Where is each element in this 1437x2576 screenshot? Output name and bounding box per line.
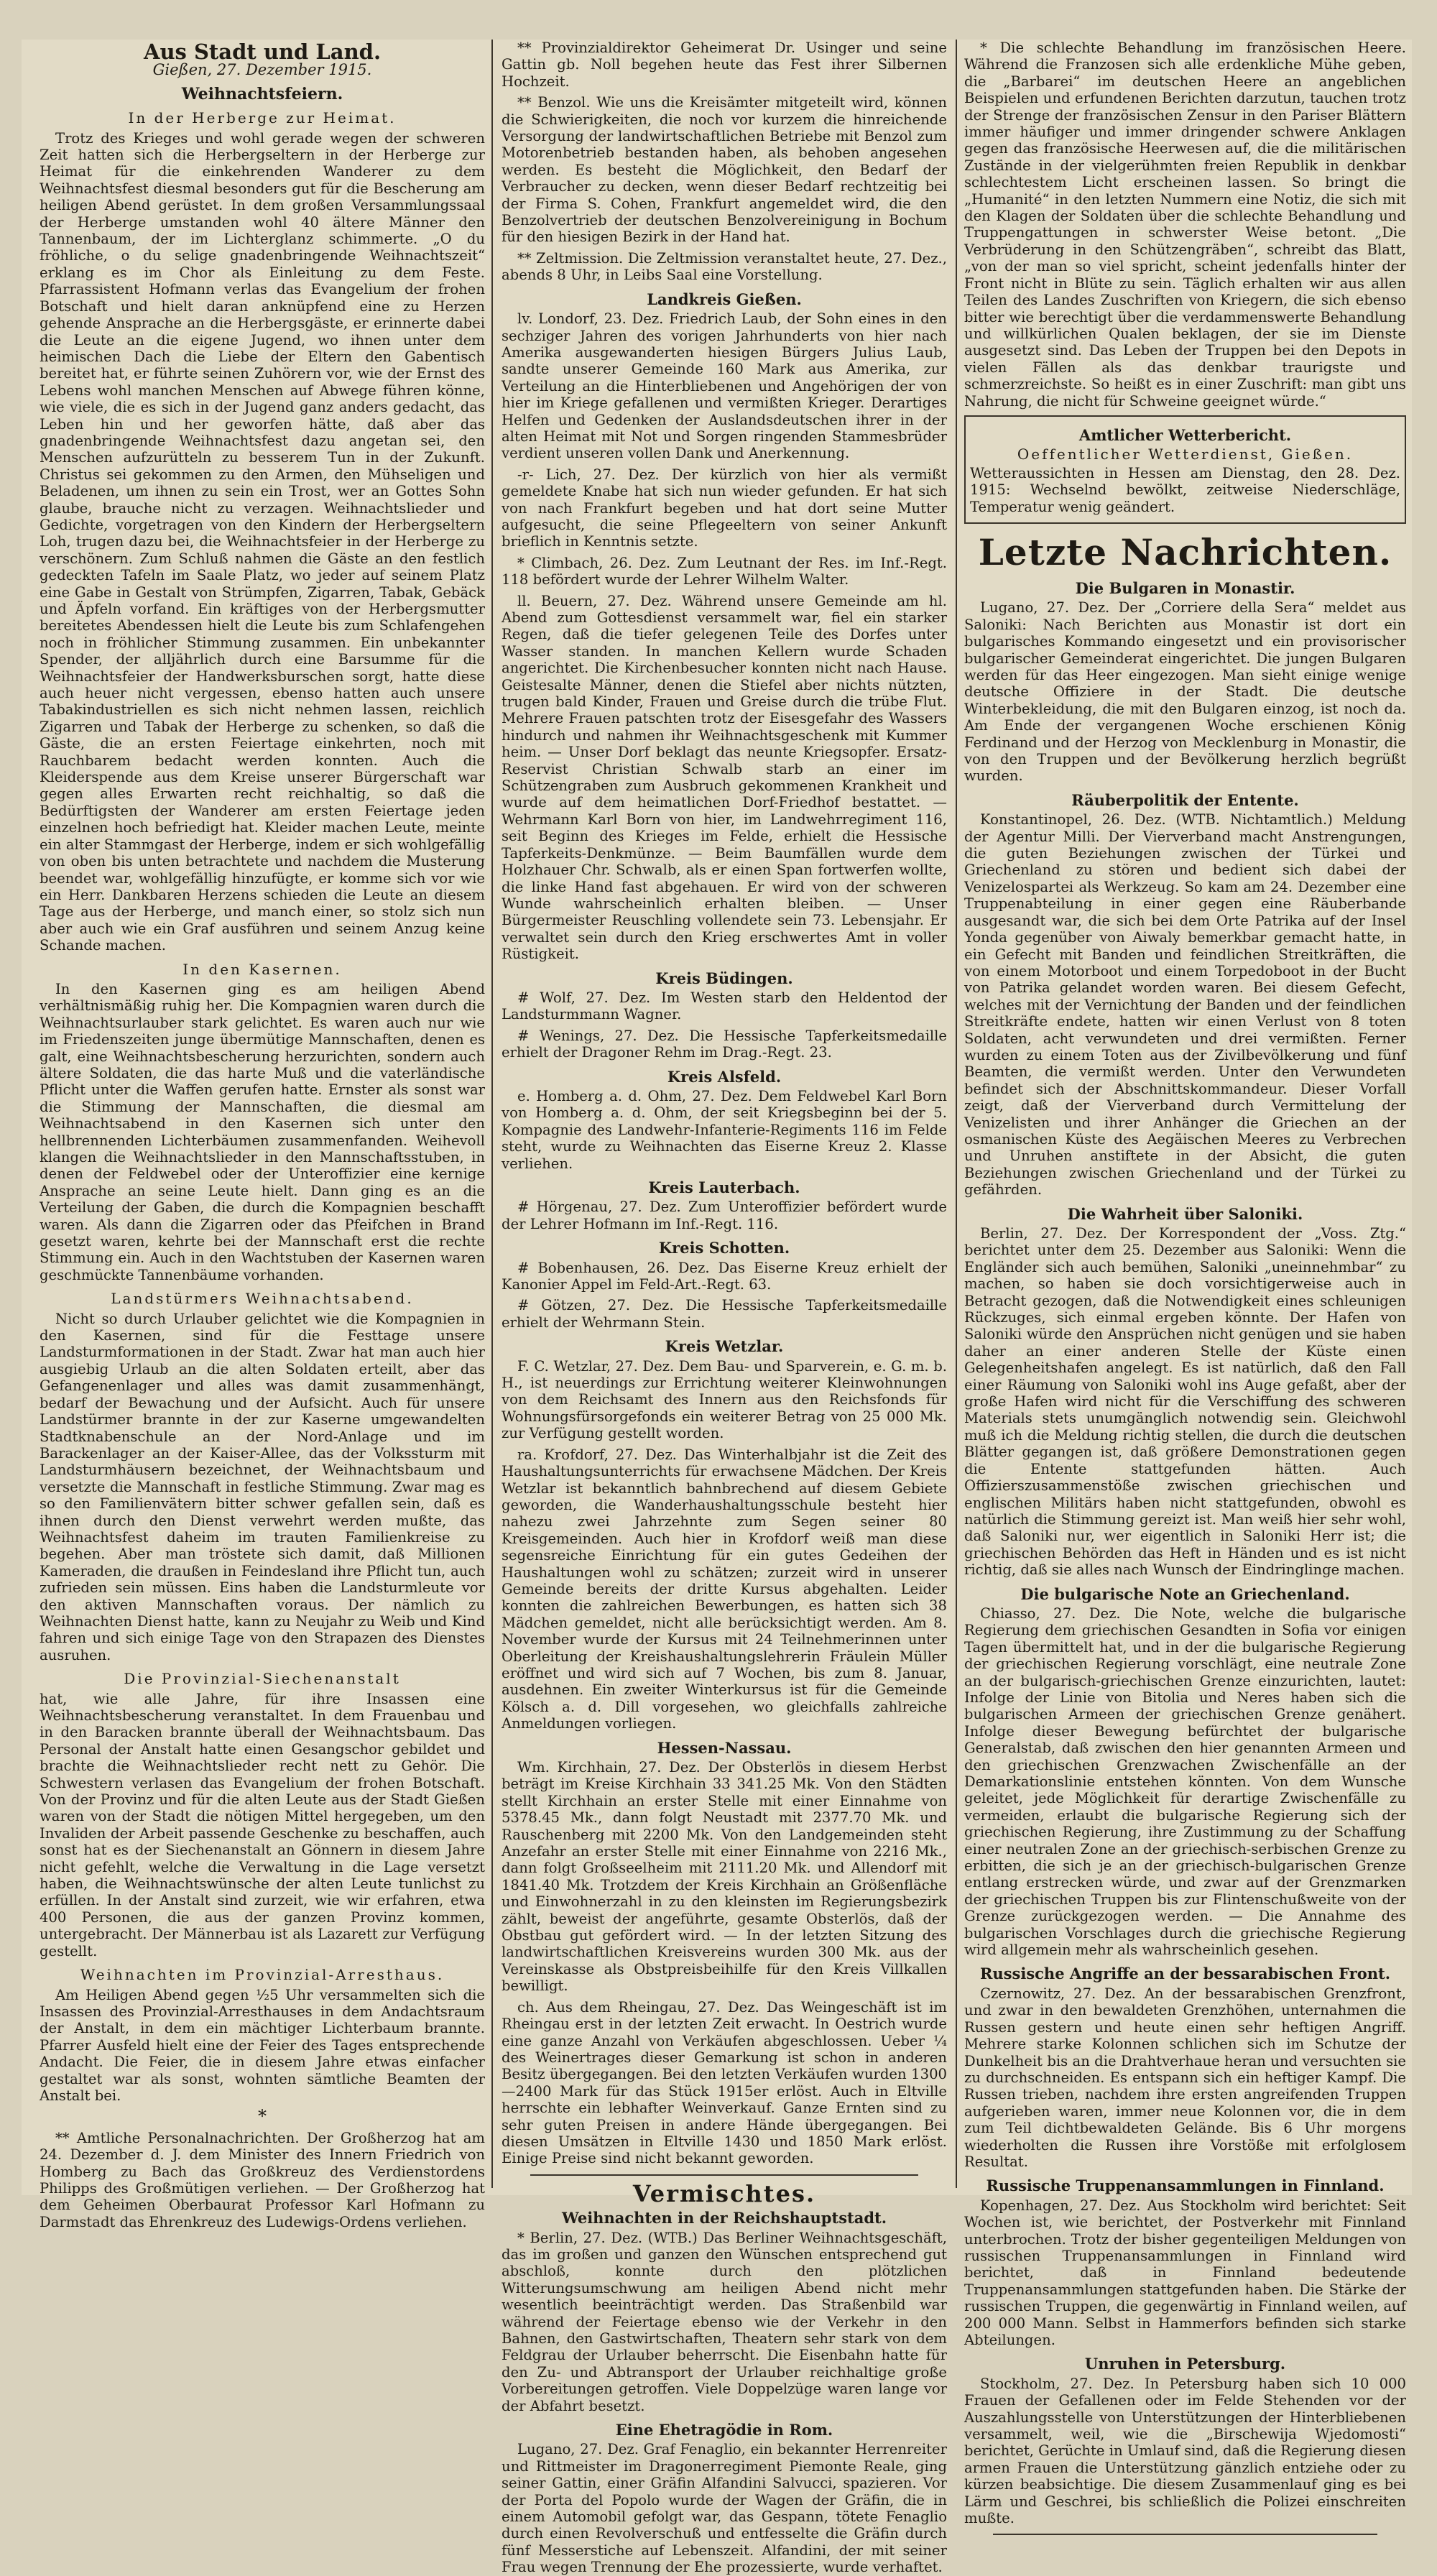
article-subheading: In den Kasernen.	[182, 960, 342, 978]
article-paragraph: Lugano, 27. Dez. Der „Corriere della Sera“ meldet aus Saloniki: Nach Berichten aus Monastir ist dort ein bulgarisches Kommando eingesetzt und ein provisorischer bulgarischer Gemeinderat eingerichtet. Die jungen Bulgaren werden für das Heer eingezogen. Man sieht einige wenige deutsche Offiziere in der Stadt. Die deutsche Winterbekleidung, die mit den Bulgaren einzog, ist noch da. Am Ende der vergangenen Woche erschienen König Ferdinand und der Herzog von Mecklenburg in Monastir, die von den Truppen und der Bevölkerung herzlich begrüßt wurden.	[964, 599, 1406, 785]
article-paragraph: Czernowitz, 27. Dez. An der bessarabischen Grenzfront, und zwar in den bewaldeten Grenzhöhen, unternahmen die Russen gestern und heute einen sehr heftigen Angriff. Mehrere starke Kolonnen schlichen sich im Schutze der Dunkelheit bis an die Drahtverhaue heran und versuchten sie zu durchschneiden. Es entspann sich ein heftiger Kampf. Die Russen trieben, nachdem ihre ersten angreifenden Truppen aufgerieben waren, immer neue Kolonnen vor, die in dem zum Teil dichtbewaldeten Gelände. Bis 6 Uhr morgens wiederholten die Russen ihre Vorstöße mit erfolglosem Resultat.	[964, 1985, 1406, 2170]
article-paragraph: Nicht so durch Urlauber gelichtet wie die Kompagnien in den Kasernen, sind für die Festtage unsere Landsturmformationen in der Stadt. Zwar hat man auch hier ausgiebig Urlaub an die alten Soldaten erteilt, aber das Gefangenenlager und alles was damit zusammenhängt, bedarf der Bewachung und der Aufsicht. Auch für unsere Landstürmer brannte in der zur Kaserne umgewandelten Stadtknabenschule an der Nord-Anlage und im Barackenlager an der Kaiser-Allee, das der Volkssturm mit Landsturmhäusern bezeichnet, der Weihnachtsbaum und versetzte die Mannschaft in festliche Stimmung. Zwar mag es so den Familienvätern bitter schwer gefallen sein, daß es ihnen durch den Dienst verwehrt werden mußte, das Weihnachtsfest daheim im trauten Familienkreise zu begehen. Aber man tröstete sich damit, daß Millionen Kameraden, die draußen in Feindesland ihre Pflicht tun, auch zufrieden sein müssen. Eins haben die Landsturmleute vor den aktiven Mannschaften voraus. Der nämlich zu Weihnachten Dienst hatte, kann zu Neujahr zu Weib und Kind fahren und sich einige Tage von den Strapazen des Dienstes ausruhen.	[40, 1310, 485, 1663]
article-heading: Die Wahrheit über Saloniki.	[1067, 1204, 1303, 1223]
article-paragraph: # Hörgenau, 27. Dez. Zum Unteroffizier befördert wurde der Lehrer Hofmann im Inf.-Regt. 116.	[502, 1199, 947, 1232]
article-paragraph: Chiasso, 27. Dez. Die Note, welche die bulgarische Regierung dem griechischen Gesandten in Sofia vor einigen Tagen übermittelt hat, und in der die bulgarische Regierung der griechischen Regierung vorschlägt, eine neutrale Zone an der bulgarisch-griechischen Grenze einzurichten, lautet: Infolge der Linie von Bitolia und Neres haben sich die bulgarischen Armeen der griechischen Grenze genähert. Infolge dieser Bewegung befürchtet der bulgarische Generalstab, daß zwischen den hier genannten Armeen und den griechischen Grenzwachen Zwischenfälle an der Demarkationslinie entstehen könnten. Von dem Wunsche geleitet, jede Möglichkeit für derartige Zwischenfälle zu vermeiden, erlaubt die bulgarische Regierung sich der griechischen Regierung, ihre Zustimmung zu der Schaffung einer neutralen Zone an der griechisch-serbischen Grenze zu erbitten, die sich je an der griechisch-bulgarischen Grenze entlang erstrecken würde, und zwar auf der Grenzmarken der griechischen Truppen bis zur Flintenschußweite von der Grenze zurückgezogen werden. — Die Annahme des bulgarischen Vorschlages durch die griechische Regierung wird allgemein mehr als wahrscheinlich gesehen.	[964, 1605, 1406, 1959]
article-paragraph: * Die schlechte Behandlung im französischen Heere. Während die Franzosen sich alle erdenkliche Mühe geben, die „Barbarei“ im deutschen Heere an angeblichen Beispielen und erfundenen Berichten darzutun, tauchen trotz der Strenge der französischen Zensur in den Pariser Blättern immer häufiger und immer dringender schwere Anklagen gegen das französische Heerwesen auf, die die militärischen Zustände in der vielgerühmten freien Republik in denkbar schlechtestem Licht erscheinen lassen. So bringt die „Humanité“ in den letzten Nummern eine Notiz, die sich mit den Klagen der Soldaten über die schlechte Behandlung und Truppengattungen in schwerster Weise betont. „Die Verbrüderung in den Schützengräben“, schreibt das Blatt, „von der man so viel spricht, scheint jedenfalls hinter der Front nicht in Blüte zu sein. Täglich erhalten wir aus allen Teilen des Landes Zuschriften von Kriegern, die sich ebenso bitter wie berechtigt über die verdammenswerte Behandlung und willkürlichen Qualen beklagen, der sie im Dienste ausgesetzt sind. Das Leben der Truppen bei den Depots in vielen Fällen als das denkbar traurigste und schmerzreichste. So heißt es in einer Zuschrift: man gibt uns Nahrung, die nicht für Schweine geeignet würde.“	[964, 40, 1406, 410]
article-heading: Russische Angriffe an der bessarabischen Front.	[979, 1965, 1391, 1983]
article-paragraph: Berlin, 27. Dez. Der Korrespondent der „Voss. Ztg.“ berichtet unter dem 25. Dezember aus Saloniki: Wenn die Engländer sich auch bemühen, Saloniki „uneinnehmbar“ zu machen, so haben sie doch vorsichtigerweise auch in Betracht gezogen, daß die Notwendigkeit eines schleunigen Rückzuges, sich einmal ergeben könnte. Der Hafen von Saloniki würde den Ansprüchen nicht genügen und sie haben daher an einer anderen Stelle der Küste einen Gelegenheitshafen angelegt. Es ist natürlich, daß den Fall einer Räumung von Saloniki wohl ins Auge gefaßt, aber der große Hafen wird nicht für die Verschiffung des schweren Materials stets unumgänglich notwendig sein. Gleichwohl muß ich die Meldung richtig stellen, die durch die deutschen Blätter gegangen ist, daß größere Demonstrationen gegen die Entente stattgefunden hätten. Auch Offizierszusammenstöße zwischen griechischen und englischen Militärs haben nicht stattgefunden, obwohl es natürlich die Stimmung gereizt ist. Man weiß hier sehr wohl, daß Saloniki nur, wer eigentlich in Saloniki Herr ist; die griechischen Behörden das Heft in Händen und es ist nicht richtig, daß sie alles nach Wunsch der Eindringlinge machen.	[964, 1225, 1406, 1579]
article-paragraph: hat, wie alle Jahre, für ihre Insassen eine Weihnachtsbescherung veranstaltet. In dem Frauenbau und in den Baracken brannte überall der Weihnachtsbaum. Das Personal der Anstalt hatte einen Gesangschor gebildet und brachte die Weihnachtslieder recht nett zu Gehör. Die Schwestern verlasen das Evangelium der frohen Botschaft. Von der Provinz und für die alten Leute aus der Stadt Gießen waren von der Stadt die nötigen Mittel hergegeben, um den Invaliden der Arbeit passende Geschenke zu beschaffen, auch sonst hat es der Siechenanstalt an Gönnern in diesem Jahre nicht gefehlt, welche die Verwaltung in die Lage versetzt haben, die Weihnachtswünsche der alten Leute tunlichst zu erfüllen. In der Anstalt sind zurzeit, wie wir erfahren, etwa 400 Personen, die aus der ganzen Provinz kommen, untergebracht. Der Männerbau ist als Lazarett zur Verfügung gestellt.	[40, 1690, 485, 1959]
weather-title: Amtlicher Wetterbericht.	[1078, 425, 1292, 444]
article-paragraph: ** Zeltmission. Die Zeltmission veranstaltet heute, 27. Dez., abends 8 Uhr, in Leibs Saal eine Vorstellung.	[502, 249, 947, 284]
article-paragraph: ** Provinzialdirektor Geheimerat Dr. Usinger und seine Gattin gb. Noll begehen heute das Fest ihrer Silbernen Hochzeit.	[502, 40, 947, 90]
column-rule	[956, 40, 957, 2188]
article-paragraph: Trotz des Krieges und wohl gerade wegen der schweren Zeit hatten sich die Herbergseltern in der Herberge zur Heimat für die einkehrenden Wanderer zu dem Weihnachtsfest diesmal besonders gut für die Bescherung am heiligen Abend gerüstet. In dem großen Versammlungssaal der Herberge umstanden wohl 40 ältere Männer den Tannenbaum, der im Lichterglanz schimmerte. „O du fröhliche, o du selige gnadenbringende Weihnachtszeit“ erklang es im Chor als Einleitung zu dem Feste. Pfarrassistent Hofmann verlas das Evangelium der frohen Botschaft und hielt daran anknüpfend eine zu Herzen gehende Ansprache an die Herbergsgäste, er erinnerte dabei die Leute an die eigene Jugend, wo ihnen unter dem heimischen Dach die Liebe der Eltern den Gabentisch bereitet hat, er führte seinen Zuhörern vor, wie der Ernst des Lebens wohl manchen Menschen auf Abwege führen könne, wie viele, die es sich in der Jugend ganz anders gedacht, das Leben hin und her geworfen hätte, daß aber das gnadenbringende Weihnachtsfest dazu angetan sei, den Menschen aufzurütteln zu besserem Tun in der Zukunft. Christus sei gekommen zu den Armen, den Mühseligen und Beladenen, um ihnen zu sein ein Trost, wer an Gottes Sohn glaube, brauche nicht zu verzagen. Weihnachtslieder und Gedichte, vorgetragen von den Kindern der Herbergseltern Loh, trugen dazu bei, die Weihnachtsfeier in der Herberge zu verschönern. Zum Schluß nahmen die Gäste an den festlich gedeckten Tafeln im Saale Platz, wo jeder auf seinem Platz eine Gabe in Gestalt von Strümpfen, Zigarren, Tabak, Gebäck und Äpfeln vorfand. Ein kräftiges von der Herbergsmutter bereitetes Abendessen hielt die Leute bis zum Schlafengehen noch in fröhlicher Stimmung zusammen. Ein unbekannter Spender, der alljährlich durch eine Barsumme für die Weihnachtsfeier der Handwerksburschen sorgt, hatte diese auch heuer nicht vergessen, ebenso hatten auch unsere Tabakindustriellen es sich nicht nehmen lassen, reichlich Zigarren und Tabak der Herberge zu schenken, so daß die Gäste, die an ersten Feiertage einkehrten, noch mit Rauchbarem bedacht werden konnten. Auch die Kleiderspende aus dem Kreise unserer Bürgerschaft war gegen alles Erwarten recht reichhaltig, so daß die Bedürftigsten der Wanderer am ersten Feiertage jeden einzelnen hoch befriedigt hat. Kleider machen Leute, meinte ein alter Stammgast der Herberge, indem er sich wohlgefällig von oben bis unten betrachtete und nachdem die Musterung beendet war, wohlgefällig hinzufügte, er komme sich vor wie ein Herr. Dankbaren Herzens schieden die Leute an diesem Tage aus der Herberge, und manch einer, so stolz sich nun aber auch wie ein Graf ausführen und seinem Anzug keine Schande machen.	[40, 129, 485, 954]
latest-news-title: Letzte Nachrichten.	[978, 530, 1392, 573]
article-paragraph: -r- Lich, 27. Dez. Der kürzlich von hier als vermißt gemeldete Knabe hat sich nun wieder gefunden. Er hat sich von nach Frankfurt begeben und hat dort seine Mutter aufgesucht, die seine Pflegeeltern von seiner Ankunft brieflich in Kenntnis setzte.	[502, 466, 947, 550]
region-heading: Hessen-Nassau.	[657, 1738, 792, 1757]
article-heading: Die bulgarische Note an Griechenland.	[1020, 1584, 1350, 1603]
article-paragraph: Lugano, 27. Dez. Graf Fenaglio, ein bekannter Herrenreiter und Rittmeister im Dragonerregiment Piemonte Reale, ging seiner Gattin, einer Gräfin Alfandini Salvucci, spazieren. Vor der Porta del Popolo wurde der Wagen der Gräfin, die in einem Automobil gefolgt war, das Gespann, tötete Fenaglio durch einen Revolverschuß und entfesselte die Gräfin durch fünf Messerstiche auf Lebenszeit. Alfandini, der mit seiner Frau wegen Trennung der Ehe prozessierte, wurde verhaftet.	[502, 2441, 947, 2576]
article-subheading: Landstürmers Weihnachtsabend.	[111, 1290, 414, 1308]
article-paragraph: ** Benzol. Wie uns die Kreisämter mitgeteilt wird, können die Schwierigkeiten, die noch vor kurzem die hinreichende Versorgung der landwirtschaftlichen Betriebe mit Benzol zum Motorenbetrieb bestanden haben, als behoben angesehen werden. Es besteht die Möglichkeit, den Bedarf der Verbraucher zu decken, wenn dieser Bedarf rechtzeitig bei der Firma S. Cohen, Frankfurt angemeldet wird, die den Benzolvertrieb der deutschen Benzolvereinigung in Bochum für den hiesigen Bezirk in der Hand hat.	[502, 94, 947, 246]
article-paragraph: # Bobenhausen, 26. Dez. Das Eiserne Kreuz erhielt der Kanonier Appel im Feld-Art.-Regt. 63.	[502, 1259, 947, 1293]
article-heading: Weihnachtsfeiern.	[181, 84, 343, 103]
article-paragraph: ra. Krofdorf, 27. Dez. Das Winterhalbjahr ist die Zeit des Haushaltungsunterrichts für erwachsene Mädchen. Der Kreis Wetzlar ist bekanntlich bahnbrechend auf diesem Gebiete geworden, die Wanderhaushaltungsschule besteht hier nahezu zwei Jahrzehnte zum Segen seiner 80 Kreisgemeinden. Auch hier in Krofdorf weiß man diese segensreiche Einrichtung für ein gutes Gedeihen der Haushaltungen wohl zu schätzen; zurzeit wird in unserer Gemeinde bereits der dritte Kursus abgehalten. Leider konnten die zahlreichen Bewerbungen, es hatten sich 38 Mädchen gemeldet, nicht alle berücksichtigt werden. Am 8. November wurde der Kursus mit 24 Teilnehmerinnen unter Oberleitung der Kreishaushaltungslehrerin Fräulein Müller eröffnet und wird sich auf 7 Wochen, bis zum 8. Januar, ausdehnen. Ein zweiter Winterkursus ist für die Gemeinde Kölsch a. d. Dill vorgesehen, wo gleichfalls zahlreiche Anmeldungen vorliegen.	[502, 1446, 947, 1732]
section-title-vermischtes: Vermischtes.	[632, 2179, 816, 2207]
article-subheading: Die Provinzial-Siechenanstalt	[124, 1670, 401, 1688]
article-paragraph: ch. Aus dem Rheingau, 27. Dez. Das Weingeschäft ist im Rheingau erst in der letzten Zeit erwacht. In Oestrich wurde eine ganze Anzahl von Verkäufen abgeschlossen. Ueber ¼ des Weinertrages dieser Gemarkung ist schon in anderen Besitz übergegangen. Bei den letzten Verkäufen wurden 1300—2400 Mark für das Stück 1915er erlöst. Auch in Eltville herrschte ein lebhafter Weinverkauf. Ganze Ernten sind zu sehr guten Preisen in andere Hände übergegangen. Bei diesen Umsätzen in Eltville 1430 und 1850 Mark erlöst. Einige Preise sind nicht bekannt geworden.	[502, 1998, 947, 2167]
region-heading: Landkreis Gießen.	[647, 290, 802, 308]
newspaper-page	[22, 40, 1412, 2576]
article-heading: Räuberpolitik der Entente.	[1071, 790, 1299, 809]
article-paragraph: lv. Londorf, 23. Dez. Friedrich Laub, der Sohn eines in den sechziger Jahren des vorigen Jahrhunderts von hier nach Amerika ausgewanderten hiesigen Bürgers Julius Laub, sandte unserer Gemeinde 160 Mark aus Amerika, zur Verteilung an die Hinterbliebenen und Angehörigen der von hier im Kriege gefallenen und vermißten Krieger. Derartiges Helfen und Gedenken der Auslandsdeutschen ihrer in der alten Heimat mit Not und Sorgen ringenden Stammesbrüder verdient unseren vollen Dank und Anerkennung.	[502, 310, 947, 462]
article-heading: Eine Ehetragödie in Rom.	[615, 2421, 833, 2439]
article-paragraph: * Berlin, 27. Dez. (WTB.) Das Berliner Weihnachtsgeschäft, das im großen und ganzen den Wünschen entsprechend gut abschloß, konnte durch den plötzlichen Witterungsumschwung am heiligen Abend nicht mehr wesentlich beeinträchtigt werden. Das Straßenbild war während der Feiertage ebenso wie der Verkehr in den Bahnen, den Gastwirtschaften, Theatern sehr stark von dem Feldgrau der Urlauber beherrscht. Die Eisenbahn hatte für den Zu- und Abtransport der Urlauber reichhaltige große Vorbereitungen getroffen. Viele Doppelzüge waren lange vor der Abfahrt besetzt.	[502, 2229, 947, 2414]
section-divider	[530, 2174, 918, 2176]
weather-report-box	[964, 415, 1406, 524]
article-heading: Unruhen in Petersburg.	[1084, 2355, 1286, 2373]
dateline: Gießen, 27. Dezember 1915.	[152, 61, 372, 79]
region-heading: Kreis Büdingen.	[655, 969, 793, 987]
article-paragraph: Wm. Kirchhain, 27. Dez. Der Obsterlös in diesem Herbst beträgt im Kreise Kirchhain 33 341.25 Mk. Von den Städten stellt Kirchhain an erster Stelle mit einer Einnahme von 5378.45 Mk., dann folgt Neustadt mit 2377.70 Mk. und Rauschenberg mit 2200 Mk. Von den Landgemeinden steht Anzefahr an erster Stelle mit einer Einnahme von 2216 Mk., dann folgt Großseelheim mit 2111.20 Mk. und Allendorf mit 1841.40 Mk. Trotzdem der Kreis Kirchhain an Größenfläche und Einwohnerzahl in zu den kleinsten im Regierungsbezirk zählt, beweist der angeführte, gesamte Obsterlös, daß der Obstbau gut gefördert wird. — In der letzten Sitzung des landwirtschaftlichen Kreisvereins wurden 300 Mk. aus der Vereinskasse als Obstpreisbeihilfe für den Kreis Villkallen bewilligt.	[502, 1759, 947, 1995]
article-paragraph: In den Kasernen ging es am heiligen Abend verhältnismäßig ruhig her. Die Kompagnien waren durch die Weihnachtsurlauber stark gelichtet. Es waren auch nur wie im Friedenszeiten junge übermütige Mannschaften, denen es galt, eine Weihnachtsbescherung herzurichten, sondern auch ältere Soldaten, die das harte Muß und die vaterländische Pflicht unter die Waffen gerufen hatte. Ernster als sonst war die Stimmung der Mannschaften, die diesmal am Weihnachtsabend in den Kasernen sich unter den hellbrennenden Lichterbäumen zusammenfanden. Weihevoll klangen die Weihnachtslieder in den Mannschaftsstuben, in denen der Feldwebel oder der Unteroffizier eine kernige Ansprache an seine Leute hielt. Dann ging es an die Verteilung der Gaben, die durch die Kompagnien beschafft waren. Als dann die Zigarren oder das Pfeifchen in Brand gesetzt waren, kehrte bei der Mannschaft erst die rechte Stimmung ein. Auch in den Wachtstuben der Kasernen waren geschmückte Tannenbäume vorhanden.	[40, 980, 485, 1283]
article-paragraph: e. Homberg a. d. Ohm, 27. Dez. Dem Feldwebel Karl Born von Homberg a. d. Ohm, der seit Kriegsbeginn bei der 5. Kompagnie des Landwehr-Infanterie-Regiments 116 im Felde steht, wurde zu Weihnachten das Eiserne Kreuz 2. Klasse verliehen.	[502, 1087, 947, 1172]
region-heading: Kreis Alsfeld.	[667, 1067, 782, 1086]
article-paragraph: ** Amtliche Personalnachrichten. Der Großherzog hat am 24. Dezember d. J. dem Minister des Innern Friedrich von Homberg zu Bach das Großkreuz des Verdienstordens Philipps des Großmütigen verliehen. — Der Großherzog hat dem Geheimen Oberbaurat Professor Karl Hofmann zu Darmstadt das Ehrenkreuz des Ludewigs-Ordens verliehen.	[40, 2129, 485, 2230]
column-1	[40, 40, 485, 2230]
article-paragraph: Konstantinopel, 26. Dez. (WTB. Nichtamtlich.) Meldung der Agentur Milli. Der Vierverband macht Anstrengungen, die guten Beziehungen zwischen der Türkei und Griechenland zu stören und bedient sich dabei der Venizelospartei als Werkzeug. So kam am 24. Dezember eine Truppenabteilung in einer gegen eine Räuberbande ausgesandt war, die sich bei dem Orte Patrika auf der Insel Yonda gegenüber von Aiwaly bemerkbar gemacht hatte, in ein Gefecht mit Banden und feindlichen Streitkräften, die von einem Motorboot und einem Torpedoboot in der Bucht von Patrika gelandet worden waren. Bei diesem Gefecht, welches mit der Vernichtung der Banden und der feindlichen Streitkräfte endete, hatten wir einen Verlust von 8 toten Soldaten, acht verwundeten und drei vermißten. Ferner wurden zu einem Toten aus der Zivilbevölkerung und fünf Beamten, die vermißt werden. Unter den Verwundeten befindet sich der Abschnittskommandeur. Dieser Vorfall zeigt, daß der Vierverband durch Vermittelung der Venizelisten und ihrer Anhänger die Griechen an der osmanischen Küste des Aegäischen Meeres zu Verbrechen und Unruhen anstiftete in der Absicht, die guten Beziehungen zwischen Griechenland und der Türkei zu gefährden.	[964, 811, 1406, 1199]
section-title: Aus Stadt und Land.	[143, 40, 382, 64]
article-paragraph: # Wenings, 27. Dez. Die Hessische Tapferkeitsmedaille erhielt der Dragoner Rehm im Drag.-Regt. 23.	[502, 1027, 947, 1061]
article-paragraph: # Wolf, 27. Dez. Im Westen starb den Heldentod der Landsturmmann Wagner.	[502, 989, 947, 1023]
end-divider	[993, 2534, 1377, 2535]
article-paragraph: # Götzen, 27. Dez. Die Hessische Tapferkeitsmedaille erhielt der Wehrmann Stein.	[502, 1297, 947, 1331]
article-heading: Die Bulgaren in Monastir.	[1075, 578, 1295, 597]
weather-subtitle: Oeffentlicher Wetterdienst, Gießen.	[1017, 446, 1354, 463]
separator-star: *	[258, 2106, 267, 2127]
region-heading: Kreis Schotten.	[658, 1239, 790, 1257]
column-3	[964, 40, 1406, 2527]
article-heading: Weihnachten in der Reichshauptstadt.	[561, 2209, 887, 2228]
article-subheading: In der Herberge zur Heimat.	[128, 109, 397, 127]
article-paragraph: Am Heiligen Abend gegen ½5 Uhr versammelten sich die Insassen des Provinzial-Arresthauses in dem Andachtsraum der Anstalt, in dem ein mächtiger Lichterbaum brannte. Pfarrer Ausfeld hielt eine der Feier des Tages entsprechende Andacht. Die Feier, die in diesem Jahre etwas einfacher gestaltet war als sonst, wohnten sämtliche Beamten der Anstalt bei.	[40, 1986, 485, 2104]
article-paragraph: Stockholm, 27. Dez. In Petersburg haben sich 10 000 Frauen der Gefallenen oder im Felde Stehenden vor der Auszahlungsstelle von Unterstützungen der Hinterbliebenen versammelt, weil, wie die „Birschewija Wjedomosti“ berichtet, Gerüchte in Umlauf sind, daß die Regierung diesen armen Frauen die Unterstützung gänzlich entziehe oder zu kürzen beabsichtige. Die diesem Zusammenlauf ging es bei Lärm und Geschrei, bis schließlich die Polizei einschreiten mußte.	[964, 2375, 1406, 2527]
article-paragraph: Kopenhagen, 27. Dez. Aus Stockholm wird berichtet: Seit Wochen ist, wie berichtet, der Postverkehr mit Finnland unterbrochen. Trotz der bisher gegenteiligen Meldungen von russischen Truppenansammlungen in Finnland wird berichtet, daß in Finnland bedeutende Truppenansammlungen stattgefunden haben. Die Stärke der russischen Truppen, die gegenwärtig in Finnland weilen, auf 200 000 Mann. Selbst in Hammerfors befinden sich starke Abteilungen.	[964, 2197, 1406, 2348]
region-heading: Kreis Wetzlar.	[665, 1337, 784, 1356]
article-heading: Russische Truppenansammlungen in Finnland.	[986, 2176, 1385, 2195]
region-heading: Kreis Lauterbach.	[648, 1178, 800, 1196]
weather-text: Wetteraussichten in Hessen am Dienstag, den 28. Dez. 1915: Wechselnd bewölkt, zeitweise Niederschläge, Temperatur wenig geändert.	[970, 464, 1400, 515]
article-paragraph: * Climbach, 26. Dez. Zum Leutnant der Res. im Inf.-Regt. 118 befördert wurde der Lehrer Wilhelm Walter.	[502, 554, 947, 588]
article-subheading: Weihnachten im Provinzial-Arresthaus.	[80, 1966, 445, 1984]
column-rule	[491, 40, 493, 2188]
article-paragraph: ll. Beuern, 27. Dez. Während unsere Gemeinde am hl. Abend zum Gottesdienst versammelt war, fiel ein starker Regen, daß die tiefer gelegenen Teile des Dorfes unter Wasser standen. In manchen Kellern wurde Schaden angerichtet. Die Kirchenbesucher konnten nicht nach Hause. Geistesalte Männer, denen die Stiefel aber nichts nützten, trugen bald Kinder, Frauen und Greise durch die trübe Flut. Mehrere Frauen patschten trotz der Eisesgefahr des Wassers hindurch und nahmen ihr Weihnachtsgeschenk mit Kummer heim. — Unser Dorf beklagt das neunte Kriegsopfer. Ersatz-Reservist Christian Schwalb starb an einer im Schützengraben zum Ausbruch gekommenen Krankheit und wurde auf dem heimatlichen Dorf-Friedhof bestattet. — Wehrmann Karl Born von hier, im Landwehrregiment 116, seit Beginn des Krieges im Felde, erhielt die Hessische Tapferkeits-Denkmünze. — Beim Baumfällen wurde dem Holzhauer Chr. Schwalb, als er einen Span fortwerfen wollte, die linke Hand fast abgehauen. Er wird von der schweren Wunde wahrscheinlich erhalten bleiben. — Unser Bürgermeister Reuschling vollendete sein 73. Lebensjahr. Er verwaltet sein durch den Krieg erschwertes Amt in voller Rüstigkeit.	[502, 592, 947, 963]
column-2	[502, 40, 947, 2576]
article-paragraph: F. C. Wetzlar, 27. Dez. Dem Bau- und Sparverein, e. G. m. b. H., ist neuerdings zur Errichtung weiterer Kleinwohnungen von dem Reichsamt des Innern aus den Reichsfonds für Wohnungsfürsorgefonds ein weiterer Betrag von 25 000 Mk. zur Verfügung gestellt worden.	[502, 1357, 947, 1442]
